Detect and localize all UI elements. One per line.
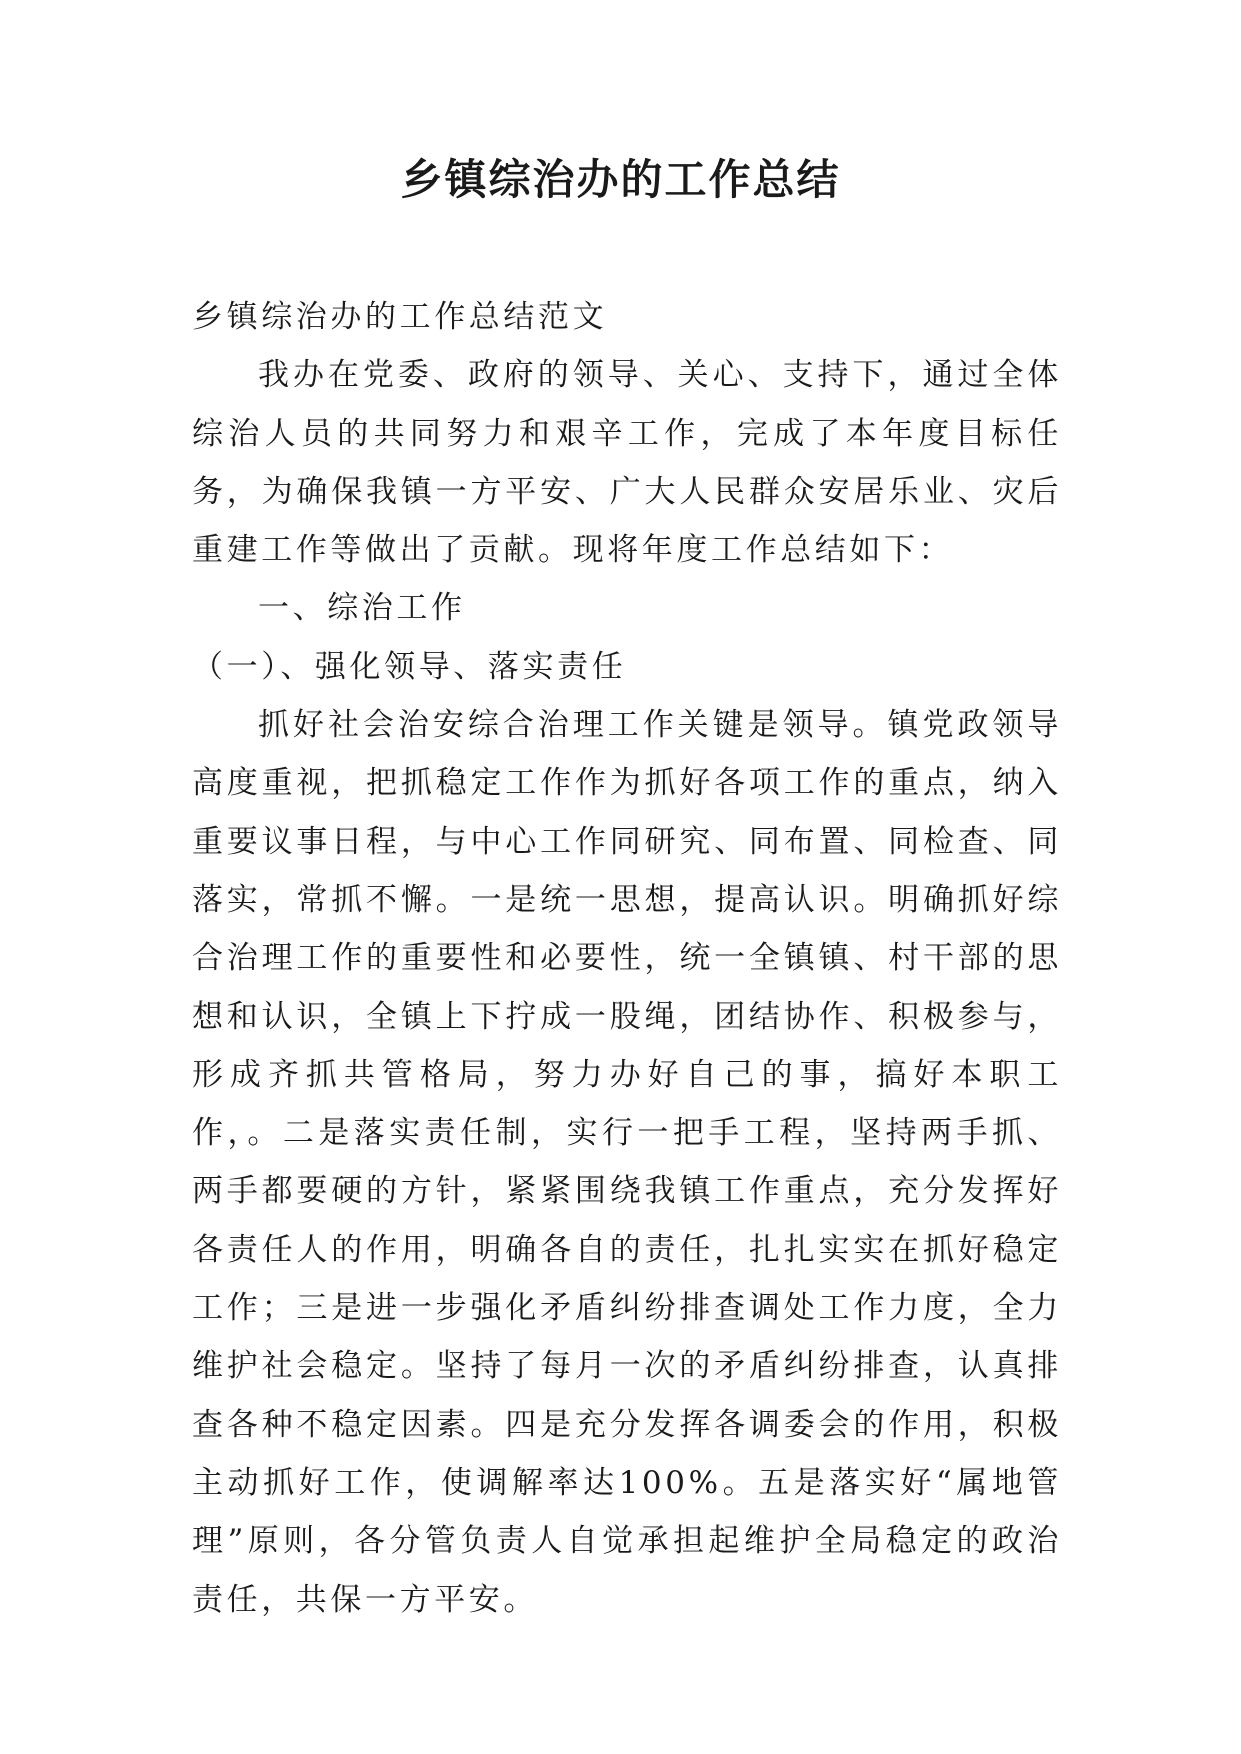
body-paragraph: 抓好社会治安综合治理工作关键是领导。镇党政领导高度重视，把抓稳定工作作为抓好各项工作的重点，纳入重要议事日程，与中心工作同研究、同布置、同检查、同落实，常抓不懈。一是统一思想，提高认识。明确抓好综合治理工作的重要性和必要性，统一全镇镇、村干部的思想和认识，全镇上下拧成一股绳，团结协作、积极参与，形成齐抓共管格局，努力办好自己的事，搞好本职工作，。二是落实责任制，实行一把手工程，坚持两手抓、两手都要硬的方针，紧紧围绕我镇工作重点，充分发挥好各责任人的作用，明确各自的责任，扎扎实实在抓好稳定工作；三是进一步强化矛盾纠纷排查调处工作力度，全力维护社会稳定。坚持了每月一次的矛盾纠纷排查，认真排查各种不稳定因素。四是充分发挥各调委会的作用，积极主动抓好工作，使调解率达100%。五是落实好“属地管理”原则，各分管负责人自觉承担起维护全局稳定的政治责任，共保一方平安。 [192,707,1062,1618]
subsection-heading: （一）、强化领导、落实责任 [192,648,627,685]
section-heading: 一、综治工作 [258,590,466,627]
document-body [192,288,1062,1629]
document-subtitle: 乡镇综治办的工作总结范文 [192,299,608,335]
intro-paragraph: 我办在党委、政府的领导、关心、支持下，通过全体综治人员的共同努力和艰辛工作，完成了本年度目标任务，为确保我镇一方平安、广大人民群众安居乐业、灾后重建工作等做出了贡献。现将年度工作总结如下： [192,357,1062,569]
document-title: 乡镇综治办的工作总结 [400,155,841,204]
